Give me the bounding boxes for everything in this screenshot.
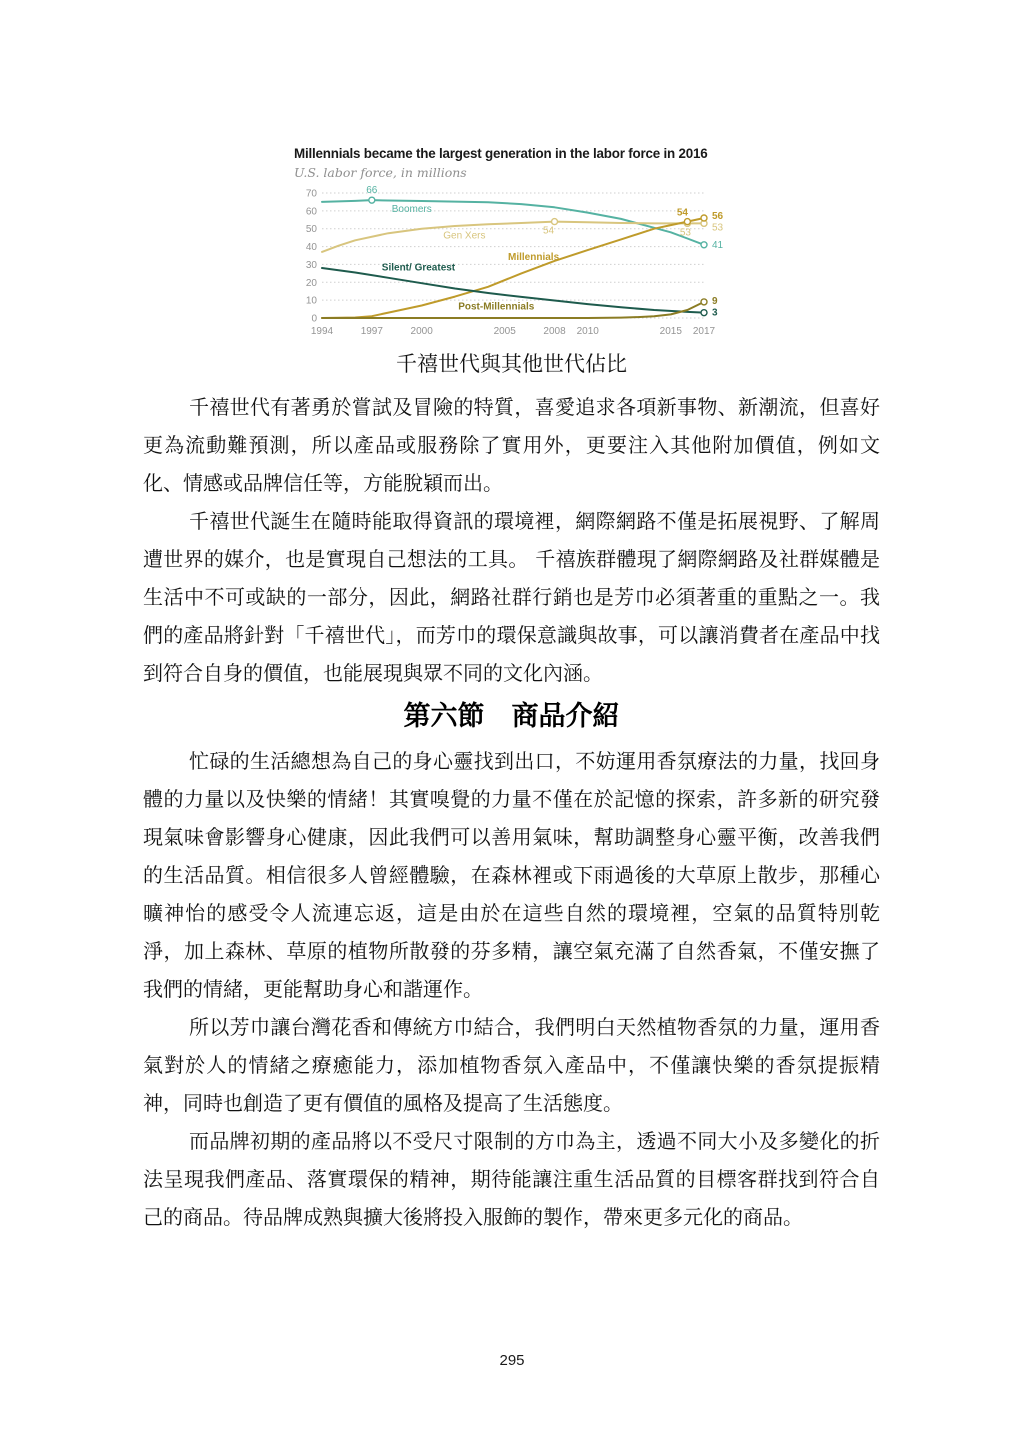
chart-caption: 千禧世代與其他世代佔比	[396, 352, 627, 376]
end-value-label: 9	[712, 295, 718, 307]
series-label: Post-Millennials	[458, 301, 535, 313]
end-value-label: 3	[712, 307, 718, 319]
section-heading: 第六節 商品介紹	[403, 701, 620, 732]
end-value-label: 41	[712, 239, 724, 251]
point-value-label: 54	[542, 225, 555, 237]
y-tick-label: 60	[305, 206, 317, 218]
body-text-column	[143, 344, 880, 1236]
y-tick-label: 70	[305, 188, 317, 200]
y-tick-label: 20	[305, 277, 317, 289]
data-point-marker	[552, 219, 558, 225]
paragraph-scented-towel: 所以芳巾讓台灣花香和傳統方巾結合，我們明白天然植物香氛的力量，運用香氣對於人的情緒之療癒能力，添加植物香氛入產品中，不僅讓快樂的香氛提振精神，同時也創造了更有價值的風格及提高了生活態度。	[143, 1015, 880, 1115]
x-tick-label: 2015	[659, 326, 682, 337]
end-point-marker	[701, 242, 707, 248]
end-point-marker	[701, 310, 707, 316]
data-point-marker	[684, 219, 690, 225]
end-value-label: 56	[712, 211, 724, 222]
x-tick-label: 2008	[543, 326, 566, 337]
y-tick-label: 0	[311, 313, 317, 325]
chart-title: Millennials became the largest generation in the labor force in 2016	[294, 146, 708, 161]
y-tick-label: 10	[305, 295, 317, 307]
x-tick-label: 1994	[310, 326, 334, 337]
line-chart-canvas	[294, 184, 730, 342]
x-tick-label: 2010	[576, 326, 599, 337]
y-tick-label: 40	[305, 242, 317, 254]
y-tick-label: 50	[305, 224, 317, 236]
series-label: Millennials	[508, 251, 560, 263]
end-point-marker	[701, 215, 707, 221]
point-value-label: 66	[366, 185, 378, 197]
series-label: Silent/ Greatest	[381, 262, 456, 274]
series-label: Boomers	[391, 204, 432, 216]
x-tick-label: 2005	[493, 326, 516, 337]
point-value-label: 54	[676, 207, 688, 219]
end-point-marker	[701, 299, 707, 305]
chart-subtitle: U.S. labor force, in millions	[294, 165, 467, 180]
x-tick-label: 2000	[410, 326, 433, 337]
labor-force-chart	[294, 146, 730, 342]
page-number: 295	[499, 1352, 525, 1369]
y-tick-label: 30	[305, 259, 317, 271]
paragraph-product-plan: 而品牌初期的產品將以不受尺寸限制的方巾為主，透過不同大小及多變化的折法呈現我們產品、落實環保的精神，期待能讓注重生活品質的目標客群找到符合自己的商品。待品牌成熟與擴大後將投入服飾的製作，帶來更多元化的商品。	[143, 1129, 880, 1229]
paragraph-internet-environment: 千禧世代誕生在隨時能取得資訊的環境裡，網際網路不僅是拓展視野、了解周遭世界的媒介，也是實現自己想法的工具。 千禧族群體現了網際網路及社群媒體是生活中不可或缺的一部分，因此，網路社群行銷也是芳巾必須著重的重點之一。我們的產品將針對「千禧世代」，而芳巾的環保意識與故事，可以讓消費者在產品中找到符合自身的價值，也能展現與眾不同的文化內涵。	[143, 509, 880, 685]
point-value-label: 53	[679, 227, 691, 239]
paragraph-millennial-traits: 千禧世代有著勇於嘗試及冒險的特質，喜愛追求各項新事物、新潮流，但喜好更為流動難預測，所以產品或服務除了實用外，更要注入其他附加價值，例如文化、情感或品牌信任等，方能脫穎而出。	[143, 395, 880, 495]
paragraph-aromatherapy: 忙碌的生活總想為自己的身心靈找到出口，不妨運用香氛療法的力量，找回身體的力量以及快樂的情緒！其實嗅覺的力量不僅在於記憶的探索，許多新的研究發現氣味會影響身心健康，因此我們可以善用氣味，幫助調整身心靈平衡，改善我們的生活品質。相信很多人曾經體驗，在森林裡或下雨過後的大草原上散步，那種心曠神怡的感受令人流連忘返，這是由於在這些自然的環境裡，空氣的品質特別乾淨，加上森林、草原的植物所散發的芬多精，讓空氣充滿了自然香氣，不僅安撫了我們的情緒，更能幫助身心和諧運作。	[143, 749, 880, 1001]
data-point-marker	[369, 197, 375, 203]
end-value-label: 53	[712, 222, 724, 234]
x-tick-label: 1997	[360, 326, 383, 337]
series-label: Gen Xers	[443, 230, 486, 242]
x-tick-label: 2017	[692, 326, 716, 337]
